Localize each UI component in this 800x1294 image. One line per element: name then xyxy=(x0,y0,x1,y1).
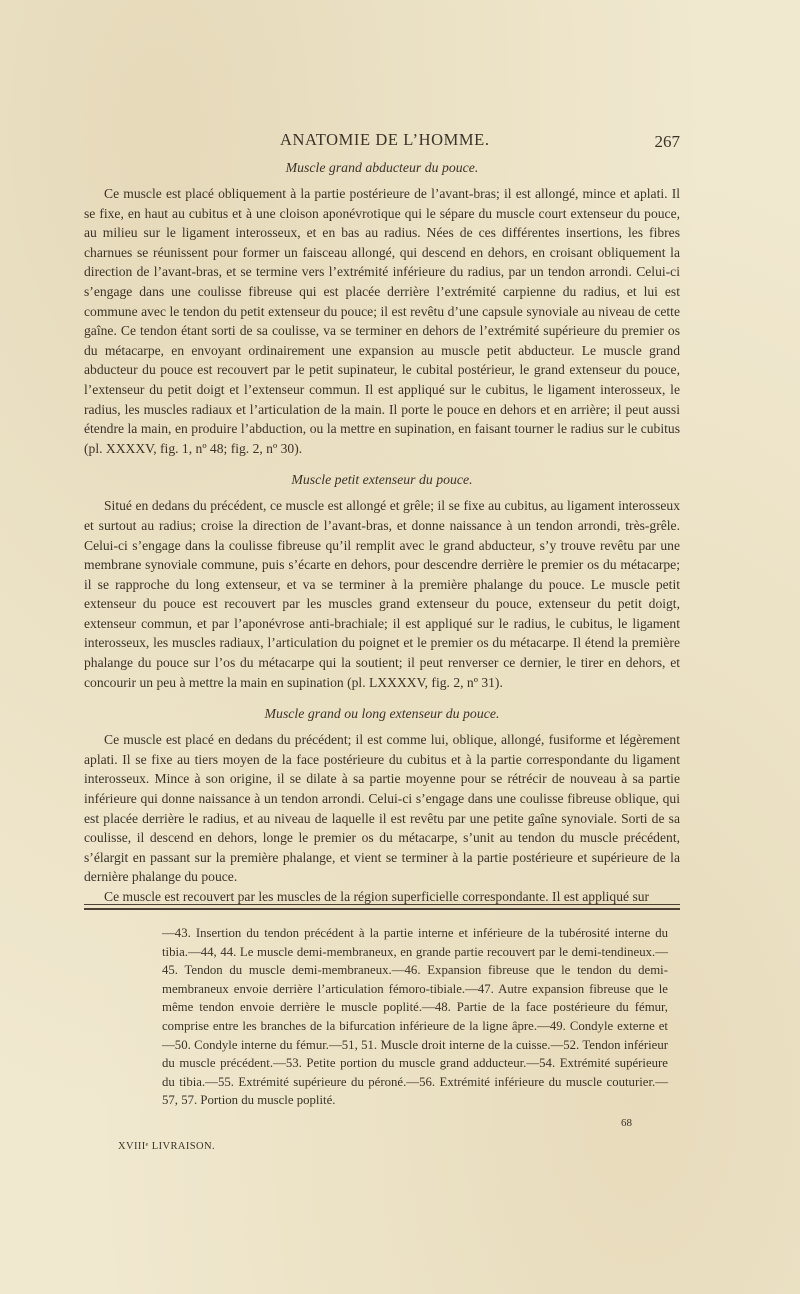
footnote-divider-thick xyxy=(84,908,680,910)
paragraph: Ce muscle est recouvert par les muscles de la région superficielle correspondante. Il est appliqué sur xyxy=(104,889,650,904)
page-header xyxy=(84,126,680,156)
paragraph: Situé en dedans du précédent, ce muscle est allongé et grêle; il se fixe au cubitus, au ligament interosseux et surtout au radius; croise la direction de l’avant-bras, et donne naissance à un tendon arrondi, très-grêle. Celui-ci s’engage dans la coulisse fibreuse qu’il remplit avec le grand abducteur, s’y trouve revêtu par une membrane synoviale commune, puis s’écarte en dehors, pour descendre derrière le premier os du métacarpe; il se rapproche du long extenseur, et va se terminer à la première phalange du pouce. Le muscle petit extenseur du pouce est recouvert par les muscles grand extenseur du pouce, extenseur du petit doigt, extenseur commun, et par l’aponévrose anti-brachiale; il est appliqué sur le radius, le cubitus, le ligament interosseux, les muscles radiaux, l’articulation du poignet et le premier os du métacarpe. Il étend la première phalange du pouce sur l’os du métacarpe qui la soutient; il peut renverser ce dernier, le tirer en dehors, et concourir un peu à mettre la main en supination (pl. LXXXXV, fig. 2, nº 31). xyxy=(84,498,680,690)
section-title: Muscle petit extenseur du pouce. xyxy=(291,472,473,488)
running-title: ANATOMIE DE L’HOMME. xyxy=(280,130,490,149)
section-grand-abducteur xyxy=(84,158,680,458)
section-title: Muscle grand ou long extenseur du pouce. xyxy=(264,706,500,722)
footnote xyxy=(162,924,668,1110)
main-text xyxy=(84,158,680,907)
section-long-extenseur xyxy=(84,704,680,906)
section-title: Muscle grand abducteur du pouce. xyxy=(285,160,479,175)
paragraph: Ce muscle est placé en dedans du précédent; il est comme lui, oblique, allongé, fusiforme et légèrement aplati. Il se fixe au tiers moyen de la face postérieure du cubitus et à la partie correspondante du ligament interosseux. Mince à son origine, il se dilate à sa partie moyenne pour se rétrécir de nouveau à sa partie inférieure qui donne naissance à un tendon arrondi. Celui-ci s’engage dans une coulisse fibreuse oblique, qui est placée derrière le radius, et au niveau de laquelle il est revêtu par une petite gaîne synoviale. Sorti de sa coulisse, il descend en dehors, longe le premier os du métacarpe, s’unit au tendon du muscle précédent, s’élargit en passant sur la première phalange, et vient se terminer à la partie postérieure et supérieure de la dernière phalange du pouce. xyxy=(84,732,680,885)
footnote-divider xyxy=(84,904,680,905)
page-number: 267 xyxy=(654,132,680,151)
paragraph: Ce muscle est placé obliquement à la partie postérieure de l’avant-bras; il est allongé, mince et aplati. Il se fixe, en haut au cubitus et à une cloison aponévrotique qui le sépare du muscle court extenseur du pouce, au milieu sur le ligament interosseux, et en bas au radius. Nées de ces différentes insertions, les fibres charnues se réunissent pour former un faisceau allongé, qui descend en dehors, en croisant obliquement la direction de l’avant-bras, et se termine vers l’extrémité inférieure du radius, par un tendon arrondi. Celui-ci s’engage dans une coulisse fibreuse qui est placée derrière l’extrémité carpienne du radius, et lui est commune avec le tendon du petit extenseur du pouce; il est revêtu d’une capsule synoviale au niveau de cette gaîne. Ce tendon étant sorti de sa coulisse, va se terminer en dehors de l’extrémité supérieure du premier os du métacarpe, en envoyant ordinairement une expansion au muscle petit abducteur. Le muscle grand abducteur du pouce est recouvert par le petit supinateur, le cubital postérieur, le grand extenseur du pouce, l’extenseur du petit doigt et l’extenseur commun. Il est appliqué sur le cubitus, le ligament interosseux, le radius, les muscles radiaux et l’articulation de la main. Il porte le pouce en dehors et en arrière; il peut aussi étendre la main, en produire l’abduction, ou la mettre en supination, en faisant tourner le radius sur le cubitus (pl. XXXXV, fig. 1, nº 48; fig. 2, nº 30). xyxy=(84,186,680,456)
livraison-label: XVIIIᵉ LIVRAISON. xyxy=(118,1141,215,1152)
signature-mark: 68 xyxy=(621,1117,632,1129)
footnote-text: —43. Insertion du tendon précédent à la partie interne et inférieure de la tubérosité interne du tibia.—44, 44. Le muscle demi-membraneux, en grande partie recouvert par le demi-tendineux.—45. Tendon du muscle demi-membraneux.—46. Expansion fibreuse que le tendon du demi-membraneux envoie derrière l’articulation fémoro-tibiale.—47. Autre expansion fibreuse que le même tendon envoie derrière le muscle poplité.—48. Partie de la face postérieure du fémur, comprise entre les branches de la bifurcation inférieure de la ligne âpre.—49. Condyle externe et—50. Condyle interne du fémur.—51, 51. Muscle droit interne de la cuisse.—52. Tendon inférieur du muscle précédent.—53. Petite portion du muscle grand adducteur.—54. Extrémité supérieure du tibia.—55. Extrémité supérieure du péroné.—56. Extrémité inférieure du muscle couturier.—57, 57. Portion du muscle poplité. xyxy=(162,926,668,1108)
section-petit-extenseur xyxy=(84,470,680,692)
